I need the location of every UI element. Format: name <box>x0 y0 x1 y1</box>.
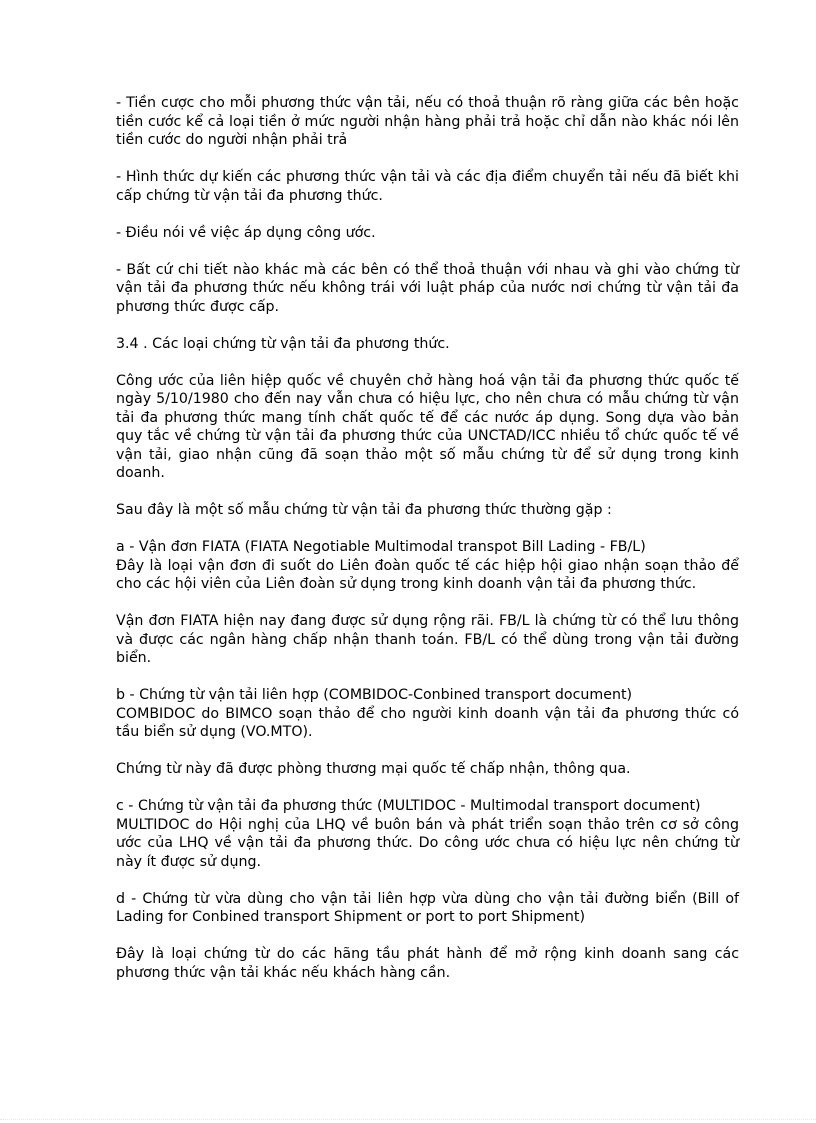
heading-combidoc: b - Chứng từ vận tải liên hợp (COMBIDOC-Conbined transport document) <box>116 687 633 703</box>
paragraph-multidoc-definition: MULTIDOC do Hội nghị của LHQ về buôn bán và phát triển soạn thảo trên cơ sở công ước của LHQ về vận tải đa phương thức. Do công ước chưa có hiệu lực nên chứng từ này ít được sử dụng. <box>116 816 739 870</box>
paragraph-common-forms: Sau đây là một số mẫu chứng từ vận tải đa phương thức thường gặp : <box>116 502 612 518</box>
paragraph-convention: - Điều nói về việc áp dụng công ước. <box>116 224 376 241</box>
heading-multidoc: c - Chứng từ vận tải đa phương thức (MULTIDOC - Multimodal transport document) <box>116 798 701 814</box>
document-page <box>116 94 739 1001</box>
paragraph-other-details: - Bất cứ chi tiết nào khác mà các bên có thể thoả thuận với nhau và ghi vào chứng từ vận tải đa phương thức nếu không trái với luật pháp của nước nơi chứng từ vận tải đa phương thức được cấp. <box>116 261 739 315</box>
paragraph-shipping-lines: Đây là loại chứng từ do các hãng tầu phát hành để mở rộng kinh doanh sang các phương thức vận tải khác nếu khách hàng cần. <box>116 946 739 981</box>
paragraph-fiata-definition: Đây là loại vận đơn đi suốt do Liên đoàn quốc tế các hiệp hội giao nhận soạn thảo để cho các hội viên của Liên đoàn sử dụng trong kinh doanh vận tải đa phương thức. <box>116 557 739 592</box>
heading-bill-of-lading: d - Chứng từ vừa dùng cho vận tải liên hợp vừa dùng cho vận tải đường biển (Bill of Lading for Conbined transport Shipment or port to port Shipment) <box>116 890 739 925</box>
paragraph-combidoc-definition: COMBIDOC do BIMCO soạn thảo để cho người kinh doanh vận tải đa phương thức có tầu biển sử dụng (VO.MTO). <box>116 705 739 740</box>
section-heading-3-4: 3.4 . Các loại chứng từ vận tải đa phương thức. <box>116 335 450 352</box>
paragraph-fiata-usage: Vận đơn FIATA hiện nay đang được sử dụng rộng rãi. FB/L là chứng từ có thể lưu thông và được các ngân hàng chấp nhận thanh toán. FB/L có thể dùng trong vận tải đường biển. <box>116 613 739 666</box>
paragraph-un-convention: Công ước của liên hiệp quốc về chuyên chở hàng hoá vận tải đa phương thức quốc tế ngày 5/10/1980 cho đến nay vẫn chưa có hiệu lực, cho nên chưa có mẫu chứng từ vận tải đa phương thức mang tính chất quốc tế để các nước áp dụng. Song dựa vào bản quy tắc về chứng từ vận tải đa phương thức của UNCTAD/ICC nhiều tổ chức quốc tế về vận tải, giao nhận cũng đã soạn thảo một số mẫu chứng từ để sử dụng trong kinh doanh. <box>116 372 739 481</box>
page-bottom-divider <box>0 1119 816 1120</box>
paragraph-transport-modes: - Hình thức dự kiến các phương thức vận tải và các địa điểm chuyển tải nếu đã biết khi cấp chứng từ vận tải đa phương thức. <box>116 169 739 204</box>
paragraph-combidoc-approval: Chứng từ này đã được phòng thương mại quốc tế chấp nhận, thông qua. <box>116 761 631 777</box>
paragraph-freight-charges: - Tiền cược cho mỗi phương thức vận tải, nếu có thoả thuận rõ ràng giữa các bên hoặc tiền cước kể cả loại tiền ở mức người nhận hàng phải trả hoặc chỉ dẫn nào khác nói lên tiền cước do người nhận phải trả <box>116 95 739 148</box>
heading-fiata: a - Vận đơn FIATA (FIATA Negotiable Multimodal transpot Bill Lading - FB/L) <box>116 539 646 555</box>
